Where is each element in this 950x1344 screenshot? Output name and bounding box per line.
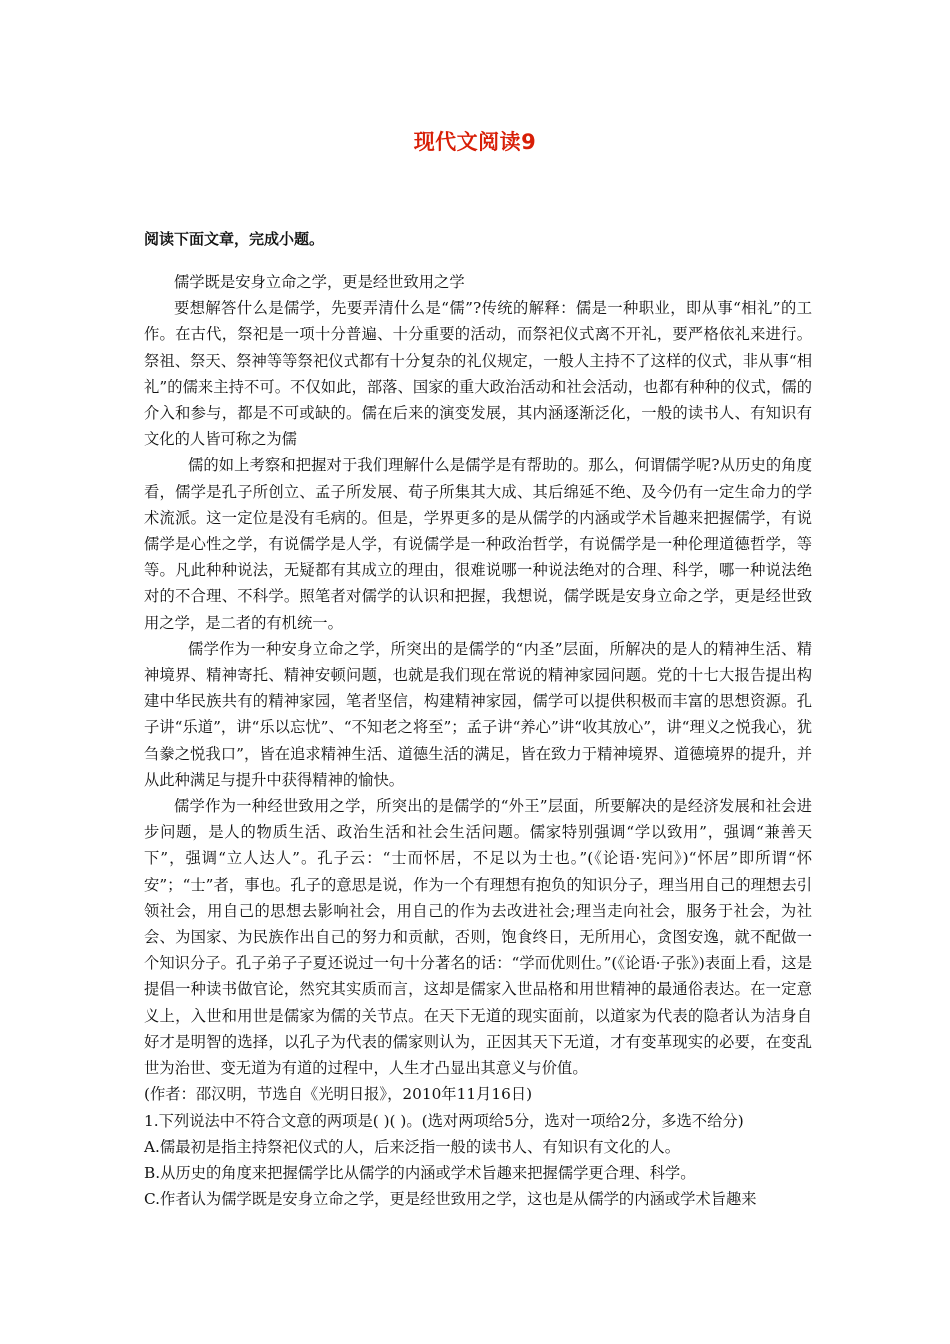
question-stem: 1.下列说法中不符合文意的两项是( )( )。(选对两项给5分，选对一项给2分，多选不给分) (144, 1111, 744, 1130)
question-option-b: B.从历史的角度来把握儒学比从儒学的内涵或学术旨趣来把握儒学更合理、科学。 (144, 1163, 696, 1182)
page-title: 现代文阅读9 (413, 130, 537, 154)
article-paragraph-4: 儒学作为一种经世致用之学，所突出的是儒学的“外王”层面，所要解决的是经济发展和社会进步问题，是人的物质生活、政治生活和社会生活问题。儒家特别强调“学以致用”，强调“兼善天下”，强调“立人达人”。孔子云：“士而怀居，不足以为士也。”(《论语·宪问》)“怀居”即所谓“怀安”；“士”者，事也。孔子的意思是说，作为一个有理想有抱负的知识分子，理当用自己的理想去引领社会，用自己的思想去影响社会，用自己的作为去改进社会;理当走向社会，服务于社会，为社会、为国家、为民族作出自己的努力和贡献，否则，饱食终日，无所用心，贪图安逸，就不配做一个知识分子。孔子弟子子夏还说过一句十分著名的话：“学而优则仕。”(《论语·子张》)表面上看，这是提倡一种读书做官论，然究其实质而言，这却是儒家入世品格和用世精神的最通俗表达。在一定意义上，入世和用世是儒家为儒的关节点。在天下无道的现实面前，以道家为代表的隐者认为洁身自好才是明智的选择，以孔子为代表的儒家则认为，正因其天下无道，才有变革现实的必要，在变乱世为治世、变无道为有道的过程中，人生才凸显出其意义与价值。 (144, 797, 812, 1078)
article-source: (作者：邵汉明，节选自《光明日报》，2010年11月16日) (144, 1085, 533, 1104)
article-paragraph-3: 儒学作为一种安身立命之学，所突出的是儒学的“内圣”层面，所解决的是人的精神生活、精神境界、精神寄托、精神安顿问题，也就是我们现在常说的精神家园问题。党的十七大报告提出构建中华民族共有的精神家园，笔者坚信，构建精神家园，儒学可以提供积极而丰富的思想资源。孔子讲“乐道”，讲“乐以忘忧”、“不知老之将至”；孟子讲“养心”讲“收其放心”，讲“理义之悦我心，犹刍豢之悦我口”，皆在追求精神生活、道德生活的满足，皆在致力于精神境界、道德境界的提升，并从此种满足与提升中获得精神的愉快。 (144, 639, 812, 789)
question-option-c: C.作者认为儒学既是安身立命之学，更是经世致用之学，这也是从儒学的内涵或学术旨趣来 (144, 1190, 757, 1209)
question-option-a: A.儒最初是指主持祭祀仪式的人，后来泛指一般的读书人、有知识有文化的人。 (144, 1137, 681, 1156)
article-paragraph-1: 要想解答什么是儒学，先要弄清什么是“儒”?传统的解释：儒是一种职业，即从事“相礼”的工作。在古代，祭祀是一项十分普遍、十分重要的活动，而祭祀仪式离不开礼，要严格依礼来进行。祭祖、祭天、祭神等等祭祀仪式都有十分复杂的礼仪规定，一般人主持不了这样的仪式，非从事“相礼”的儒来主持不可。不仅如此，部落、国家的重大政治活动和社会活动，也都有种种的仪式，儒的介入和参与，都是不可或缺的。儒在后来的演变发展，其内涵逐渐泛化，一般的读书人、有知识有文化的人皆可称之为儒 (144, 299, 812, 449)
article-heading: 儒学既是安身立命之学，更是经世致用之学 (174, 273, 465, 291)
instruction-text: 阅读下面文章，完成小题。 (144, 230, 325, 248)
article-paragraph-2: 儒的如上考察和把握对于我们理解什么是儒学是有帮助的。那么，何谓儒学呢?从历史的角度看，儒学是孔子所创立、孟子所发展、荀子所集其大成、其后绵延不绝、及今仍有一定生命力的学术流派。这一定位是没有毛病的。但是，学界更多的是从儒学的内涵或学术旨趣来把握儒学，有说儒学是心性之学，有说儒学是人学，有说儒学是一种政治哲学，有说儒学是一种伦理道德哲学，等等。凡此种种说法，无疑都有其成立的理由，很难说哪一种说法绝对的合理、科学，哪一种说法绝对的不合理、不科学。照笔者对儒学的认识和把握，我想说，儒学既是安身立命之学，更是经世致用之学，是二者的有机统一。 (144, 456, 812, 632)
article-body (144, 269, 812, 1212)
